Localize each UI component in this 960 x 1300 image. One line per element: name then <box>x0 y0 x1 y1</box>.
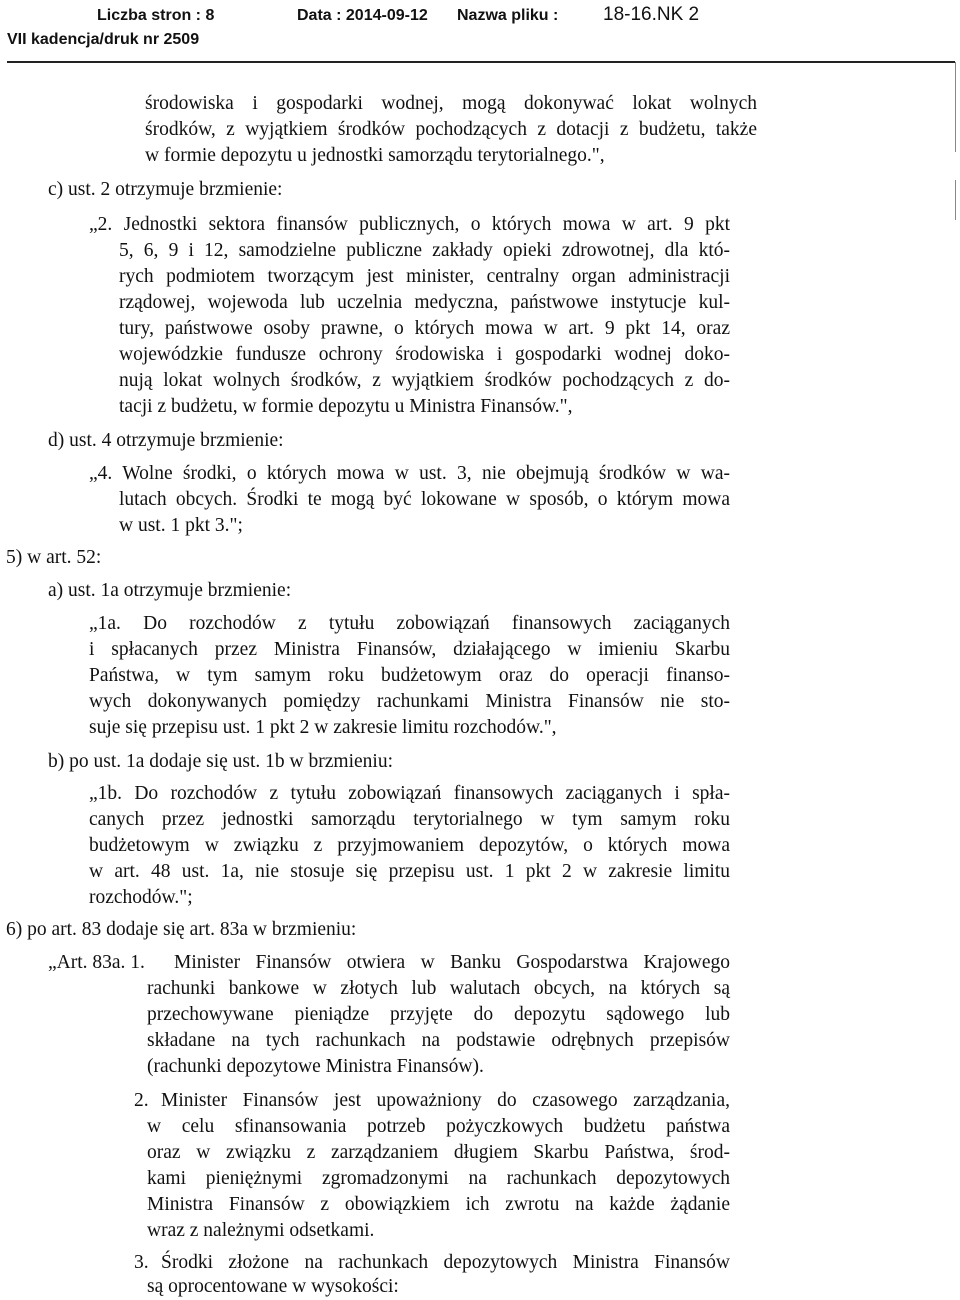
text-line: wojewódzkie fundusze ochrony środowiska i gospodarki wodnej doko- <box>119 344 730 365</box>
text-line: Państwa, w tym samym roku budżetowym oraz do operacji finanso- <box>89 665 730 686</box>
text-line: 5, 6, 9 i 12, samodzielne publiczne zakłady opieki zdrowotnej, dla któ- <box>119 240 730 261</box>
item-5: 5) w art. 52: <box>6 547 102 568</box>
text-line: składane na tych rachunkach na podstawie odrębnych przepisów <box>147 1030 730 1051</box>
clause-label-d: d) ust. 4 otrzymuje brzmienie: <box>48 430 284 451</box>
text-line: rozchodów."; <box>89 887 193 908</box>
text-line: są oprocentowane w wysokości: <box>147 1276 399 1297</box>
item-6: 6) po art. 83 dodaje się art. 83a w brzmieniu: <box>6 919 357 940</box>
clause-label-b: b) po ust. 1a dodaje się ust. 1b w brzmieniu: <box>48 751 393 772</box>
margin-mark <box>955 180 956 220</box>
document-header <box>0 0 960 60</box>
margin-mark <box>955 62 956 152</box>
text-line: wraz z należnymi odsetkami. <box>147 1220 375 1241</box>
article-label: „Art. 83a. 1. <box>48 952 145 973</box>
text-line: lutach obcych. Środki te mogą być lokowane w sposób, o którym mowa <box>119 489 730 510</box>
text-line: tacji z budżetu, w formie depozytu u Ministra Finansów.", <box>119 396 573 417</box>
text-line: i spłacanych przez Ministra Finansów, działającego w imieniu Skarbu <box>89 639 730 660</box>
text-line: suje się przepisu ust. 1 pkt 2 w zakresie limitu rozchodów.", <box>89 717 557 738</box>
text-line: w ust. 1 pkt 3."; <box>119 515 243 536</box>
file-name-label: Nazwa pliku : <box>457 7 559 24</box>
text-line: rachunki bankowe w złotych lub walutach obcych, na których są <box>147 978 730 999</box>
file-name-value: 18-16.NK 2 <box>603 4 700 25</box>
text-line: Minister Finansów jest upoważniony do czasowego zarządzania, <box>161 1090 730 1111</box>
section-number: 3. <box>134 1252 149 1273</box>
section-number: 2. <box>134 1090 149 1111</box>
text-line: rych podmiotem tworzącym jest minister, centralny organ administracji <box>119 266 730 287</box>
text-line: nują lokat wolnych środków, z wyjątkiem środków pochodzących z do- <box>119 370 730 391</box>
text-line: „1a. Do rozchodów z tytułu zobowiązań finansowych zaciąganych <box>89 613 730 634</box>
text-line: w formie depozytu u jednostki samorządu terytorialnego.", <box>145 145 605 166</box>
text-line: „1b. Do rozchodów z tytułu zobowiązań finansowych zaciąganych i spła- <box>89 783 730 804</box>
text-line: budżetowym w związku z przyjmowaniem depozytów, o których mowa <box>89 835 730 856</box>
text-line: Środki złożone na rachunkach depozytowych Ministra Finansów <box>161 1252 730 1273</box>
text-line: oraz w związku z zarządzaniem długiem Skarbu Państwa, środ- <box>147 1142 730 1163</box>
text-line: canych przez jednostki samorządu terytorialnego w tym samym roku <box>89 809 730 830</box>
text-line: kami pieniężnymi zgromadzonymi na rachunkach depozytowych <box>147 1168 730 1189</box>
clause-label-c: c) ust. 2 otrzymuje brzmienie: <box>48 179 283 200</box>
header-divider <box>7 61 955 63</box>
document-date: Data : 2014-09-12 <box>297 7 428 24</box>
text-line: Minister Finansów otwiera w Banku Gospodarstwa Krajowego <box>174 952 730 973</box>
text-line: rządowej, wojewoda lub uczelnia medyczna, państwowe instytucje kul- <box>119 292 730 313</box>
term-print-number: VII kadencja/druk nr 2509 <box>7 31 200 48</box>
text-line: środowiska i gospodarki wodnej, mogą dokonywać lokat wolnych <box>145 93 757 114</box>
text-line: tury, państwowe osoby prawne, o których mowa w art. 9 pkt 14, oraz <box>119 318 730 339</box>
text-line: (rachunki depozytowe Ministra Finansów). <box>147 1056 484 1077</box>
text-line: w celu sfinansowania potrzeb pożyczkowych budżetu państwa <box>147 1116 730 1137</box>
text-line: „4. Wolne środki, o których mowa w ust. 3, nie obejmują środków w wa- <box>89 463 730 484</box>
text-line: przechowywane pieniądze przyjęte do depozytu sądowego lub <box>147 1004 730 1025</box>
text-line: w art. 48 ust. 1a, nie stosuje się przepisu ust. 1 pkt 2 w zakresie limitu <box>89 861 730 882</box>
text-line: „2. Jednostki sektora finansów publicznych, o których mowa w art. 9 pkt <box>89 214 730 235</box>
page-count: Liczba stron : 8 <box>97 7 215 24</box>
text-line: Ministra Finansów z obowiązkiem ich zwrotu na każde żądanie <box>147 1194 730 1215</box>
clause-label-a: a) ust. 1a otrzymuje brzmienie: <box>48 580 292 601</box>
text-line: wych dokonywanych pomiędzy rachunkami Ministra Finansów nie sto- <box>89 691 730 712</box>
text-line: środków, z wyjątkiem środków pochodzących z dotacji z budżetu, także <box>145 119 757 140</box>
